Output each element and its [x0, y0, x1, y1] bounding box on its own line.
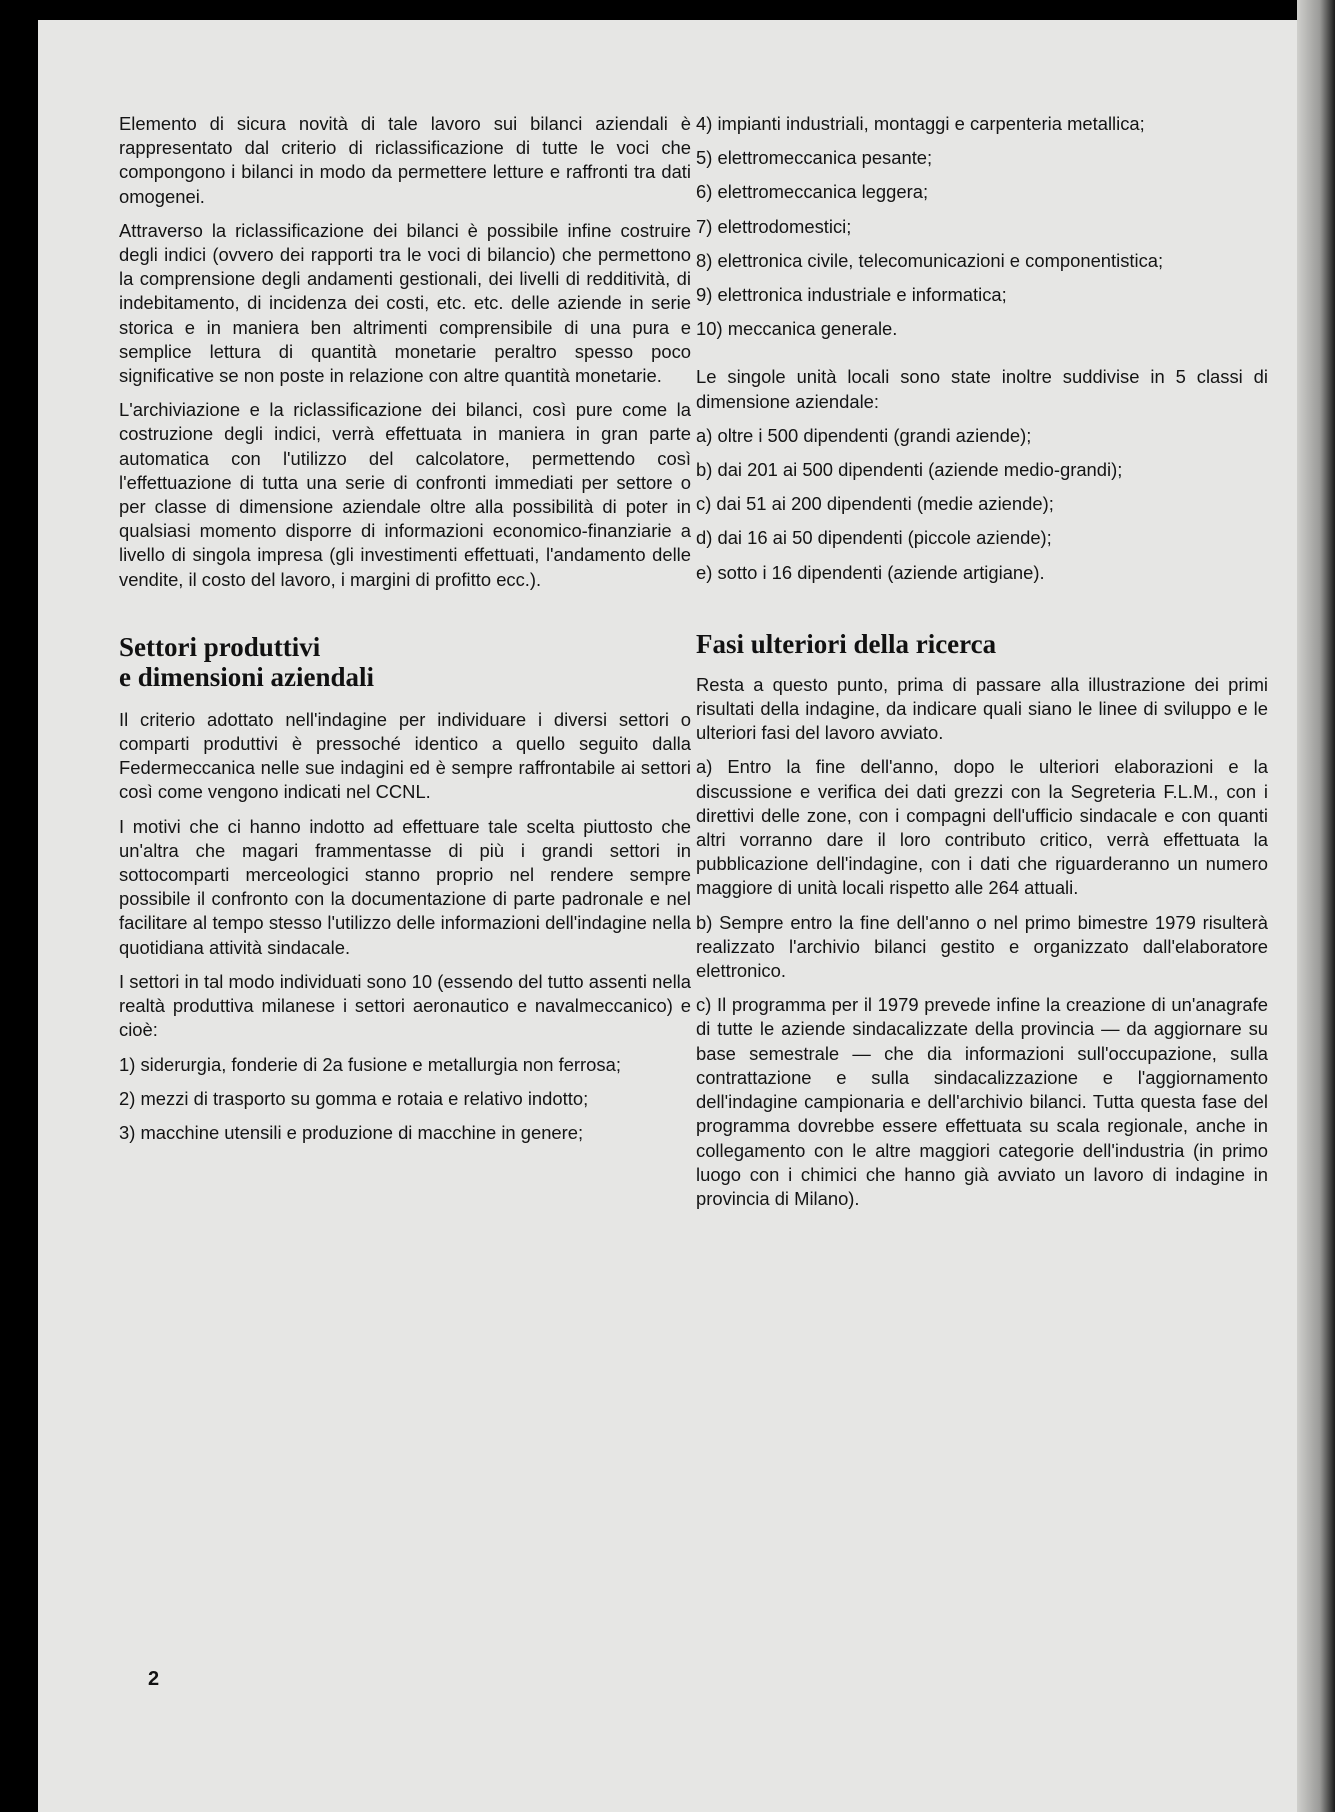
class-item-e: e) sotto i 16 dipendenti (aziende artigiane). — [696, 561, 1045, 583]
paragraph-fase-b: b) Sempre entro la fine dell'anno o nel primo bimestre 1979 risulterà realizzato l'archivio bilanci gestito e organizzato dall'elaboratore elettronico. — [696, 911, 1268, 982]
sector-item-8: 8) elettronica civile, telecomunicazioni e componentistica; — [696, 249, 1164, 271]
paragraph-fase-c: c) Il programma per il 1979 prevede infine la creazione di un'anagrafe di tutte le aziende sindacalizzate della provincia — da aggiornare su base semestrale — che dia informazioni sull'occupazione, sulla contrattazione e sulla sindacalizzazione e l'aggiornamento dell'indagine campionaria e dell'archivio bilanci. Tutta questa fase del programma dovrebbe essere effettuata su scala regionale, anche in collegamento con le altre maggiori categorie dell'industria (in primo luogo con i chimici che hanno già avviato un lavoro di indagine in provincia di Milano). — [696, 994, 1268, 1209]
heading-fasi-ulteriori: Fasi ulteriori della ricerca — [696, 628, 997, 659]
class-item-b: b) dai 201 ai 500 dipendenti (aziende medio-grandi); — [696, 459, 1123, 481]
page-edge — [1297, 0, 1335, 1812]
class-item-c: c) dai 51 ai 200 dipendenti (medie aziende); — [696, 493, 1054, 515]
sector-item-5: 5) elettromeccanica pesante; — [696, 147, 933, 169]
paragraph-archiviazione: L'archiviazione e la riclassificazione dei bilanci, così pure come la costruzione degli indici, verrà effettuata in maniera in gran parte automatica con l'utilizzo del calcolatore, permettendo così l'effettuazione di tutta una serie di confronti immediati per settore o per classe di dimensione aziendale oltre alla possibilità di poter in qualsiasi momento disporre di informazioni economico-finanziarie a livello di singola impresa (gli investimenti effettuati, l'andamento delle vendite, il costo del lavoro, i margini di profitto ecc.). — [119, 399, 691, 590]
sector-item-3: 3) macchine utensili e produzione di macchine in genere; — [119, 1121, 584, 1143]
paragraph-criterio: Il criterio adottato nell'indagine per individuare i diversi settori o comparti produttivi è pressoché identico a quello seguito dalla Federmeccanica nelle sue indagini ed è sempre raffrontabile ai settori così come vengono indicati nel CCNL. — [119, 708, 691, 803]
sector-item-6: 6) elettromeccanica leggera; — [696, 181, 929, 203]
heading-settori-line2: e dimensioni aziendali — [119, 661, 375, 692]
paragraph-indici: Attraverso la riclassificazione dei bilanci è possibile infine costruire degli indici (ovvero dei rapporti tra le voci di bilancio) che permettono la comprensione degli andamenti gestionali, dei livelli di redditività, di indebitamento, di incidenza dei costi, etc. etc. delle aziende in serie storica e in maniera ben altrimenti comprensibile di una pura e semplice lettura di quantità monetarie peraltro spesso poco significative se non poste in relazione con altre quantità monetarie. — [119, 219, 691, 387]
sector-item-1: 1) siderurgia, fonderie di 2a fusione e metallurgia non ferrosa; — [119, 1053, 621, 1075]
paragraph-resta: Resta a questo punto, prima di passare alla illustrazione dei primi risultati della indagine, da indicare quali siano le linee di sviluppo e le ulteriori fasi del lavoro avviato. — [696, 673, 1268, 744]
class-item-a: a) oltre i 500 dipendenti (grandi aziende); — [696, 424, 1032, 446]
paragraph-classi-intro: Le singole unità locali sono state inoltre suddivise in 5 classi di dimensione aziendale: — [696, 366, 1268, 412]
sector-item-2: 2) mezzi di trasporto su gomma e rotaia e relativo indotto; — [119, 1087, 589, 1109]
sector-item-10: 10) meccanica generale. — [696, 318, 898, 340]
sector-item-4: 4) impianti industriali, montaggi e carpenteria metallica; — [696, 113, 1145, 134]
right-column — [696, 112, 1268, 1221]
paragraph-motivi: I motivi che ci hanno indotto ad effettuare tale scelta piuttosto che un'altra che magari frammentasse di più i grandi settori in sottocomparti merceologici stanno proprio nel rendere sempre possibile il confronto con la documentazione di parte padronale e nel facilitare al tempo stesso l'utilizzo delle informazioni dell'indagine nella quotidiana attività sindacale. — [119, 815, 691, 958]
paragraph-riclassificazione: Elemento di sicura novità di tale lavoro sui bilanci aziendali è rappresentato dal criterio di riclassificazione di tutte le voci che compongono i bilanci in modo da permettere letture e raffronti tra dati omogenei. — [119, 113, 691, 207]
sector-item-9: 9) elettronica industriale e informatica; — [696, 284, 1007, 306]
class-item-d: d) dai 16 ai 50 dipendenti (piccole aziende); — [696, 527, 1052, 549]
heading-settori-line1: Settori produttivi — [119, 631, 321, 662]
paragraph-fase-a: a) Entro la fine dell'anno, dopo le ulteriori elaborazioni e la discussione e verifica dei dati grezzi con la Segreteria F.L.M., con i direttivi delle zone, con i compagni dell'ufficio sindacale e con quanti altri vorranno dare il loro contributo critico, verrà effettuata la pubblicazione dell'indagine, con i dati che riguarderanno un numero maggiore di unità locali rispetto alle 264 attuali. — [696, 756, 1268, 899]
paragraph-settori-intro: I settori in tal modo individuati sono 10 (essendo del tutto assenti nella realtà produttiva milanese i settori aeronautico e navalmeccanico) e cioè: — [119, 970, 691, 1041]
sector-item-7: 7) elettrodomestici; — [696, 215, 852, 237]
page-number: 2 — [148, 1668, 160, 1690]
left-column — [119, 112, 691, 1155]
heading-settori-produttivi — [119, 632, 691, 692]
